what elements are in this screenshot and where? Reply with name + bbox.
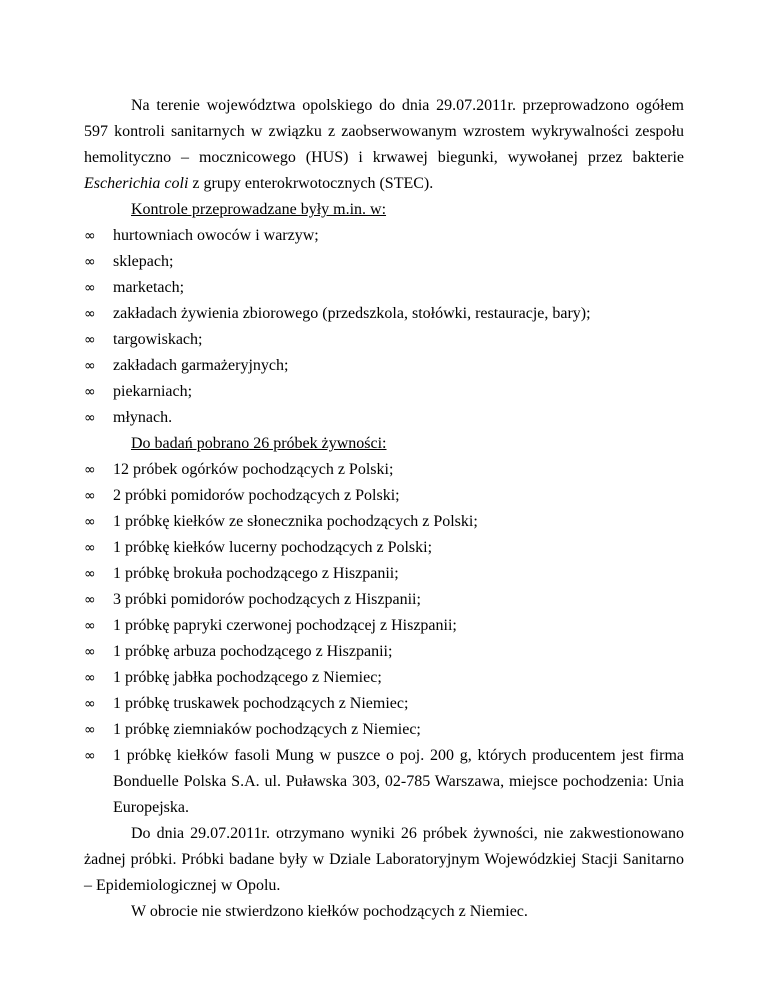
bullet-icon: ∞ (84, 670, 96, 686)
intro-bacteria-name: Escherichia coli (84, 175, 189, 192)
list-item (84, 613, 684, 639)
bullet-icon: ∞ (84, 540, 96, 556)
bullet-icon: ∞ (84, 618, 96, 634)
intro-text-end: z grupy enterokrwotocznych (STEC). (188, 175, 434, 192)
list-item-text: 1 próbkę arbuza pochodzącego z Hiszpanii; (113, 643, 393, 660)
list-item (84, 275, 684, 301)
document-page (84, 93, 684, 925)
list-item (84, 483, 684, 509)
intro-text: Na terenie województwa opolskiego do dnia 29.07.2011r. przeprowadzono ogółem 597 kontroli sanitarnych w związku z zaobserwowanym wzrostem wykrywalności zespołu hemolityczno – mocznicowego (HUS) i krwawej biegunki, wywołanej przez bakterie (84, 97, 684, 166)
list-item-text: 12 próbek ogórków pochodzących z Polski; (113, 461, 394, 478)
list-item-text: zakładach garmażeryjnych; (113, 357, 289, 374)
bullet-icon: ∞ (84, 722, 96, 738)
list-item-text: 2 próbki pomidorów pochodzących z Polski; (113, 487, 400, 504)
controls-list (84, 223, 684, 431)
list-item (84, 691, 684, 717)
list-item (84, 405, 684, 431)
list-item (84, 561, 684, 587)
bullet-icon: ∞ (84, 228, 96, 244)
samples-list (84, 457, 684, 821)
list-item-text: młynach. (113, 409, 173, 426)
list-item-text: marketach; (113, 279, 185, 296)
bullet-icon: ∞ (84, 254, 96, 270)
samples-heading: Do badań pobrano 26 próbek żywności: (131, 435, 387, 452)
bullet-icon: ∞ (84, 566, 96, 582)
list-item-text: hurtowniach owoców i warzyw; (113, 227, 319, 244)
list-item (84, 457, 684, 483)
list-item-text: 1 próbkę kiełków fasoli Mung w puszce o poj. 200 g, których producentem jest firma Bonduelle Polska S.A. ul. Puławska 303, 02-785 Warszawa, miejsce pochodzenia: Unia Europejska. (113, 747, 684, 816)
results-paragraph: Do dnia 29.07.2011r. otrzymano wyniki 26 próbek żywności, nie zakwestionowano żadnej próbki. Próbki badane były w Dziale Laboratoryjnym Wojewódzkiej Stacji Sanitarno – Epidemiologicznej w Opolu. (84, 825, 684, 894)
list-item-text: 1 próbkę kiełków lucerny pochodzących z Polski; (113, 539, 433, 556)
list-item (84, 379, 684, 405)
list-item (84, 327, 684, 353)
intro-paragraph (84, 93, 684, 197)
controls-heading: Kontrole przeprowadzane były m.in. w: (131, 201, 387, 218)
list-item-text: 1 próbkę brokuła pochodzącego z Hiszpanii; (113, 565, 399, 582)
list-item-text: 1 próbkę truskawek pochodzących z Niemiec; (113, 695, 409, 712)
bullet-icon: ∞ (84, 592, 96, 608)
bullet-icon: ∞ (84, 410, 96, 426)
bullet-icon: ∞ (84, 306, 96, 322)
bullet-icon: ∞ (84, 644, 96, 660)
bullet-icon: ∞ (84, 358, 96, 374)
list-item-text: 1 próbkę ziemniaków pochodzących z Niemiec; (113, 721, 421, 738)
list-item (84, 223, 684, 249)
list-item (84, 587, 684, 613)
list-item-text: 1 próbkę jabłka pochodzącego z Niemiec; (113, 669, 382, 686)
list-item (84, 665, 684, 691)
list-item-text: piekarniach; (113, 383, 193, 400)
list-item (84, 353, 684, 379)
list-item-text: targowiskach; (113, 331, 203, 348)
bullet-icon: ∞ (84, 696, 96, 712)
conclusion-paragraph: W obrocie nie stwierdzono kiełków pochodzących z Niemiec. (131, 903, 528, 920)
list-item (84, 743, 684, 821)
list-item-text: 1 próbkę papryki czerwonej pochodzącej z Hiszpanii; (113, 617, 457, 634)
list-item (84, 301, 684, 327)
list-item-text: 1 próbkę kiełków ze słonecznika pochodzących z Polski; (113, 513, 478, 530)
bullet-icon: ∞ (84, 748, 96, 764)
bullet-icon: ∞ (84, 488, 96, 504)
bullet-icon: ∞ (84, 332, 96, 348)
bullet-icon: ∞ (84, 280, 96, 296)
list-item (84, 535, 684, 561)
list-item-text: 3 próbki pomidorów pochodzących z Hiszpanii; (113, 591, 421, 608)
list-item (84, 639, 684, 665)
bullet-icon: ∞ (84, 384, 96, 400)
list-item (84, 249, 684, 275)
bullet-icon: ∞ (84, 462, 96, 478)
list-item-text: zakładach żywienia zbiorowego (przedszkola, stołówki, restauracje, bary); (113, 305, 591, 322)
list-item (84, 509, 684, 535)
list-item-text: sklepach; (113, 253, 174, 270)
list-item (84, 717, 684, 743)
bullet-icon: ∞ (84, 514, 96, 530)
